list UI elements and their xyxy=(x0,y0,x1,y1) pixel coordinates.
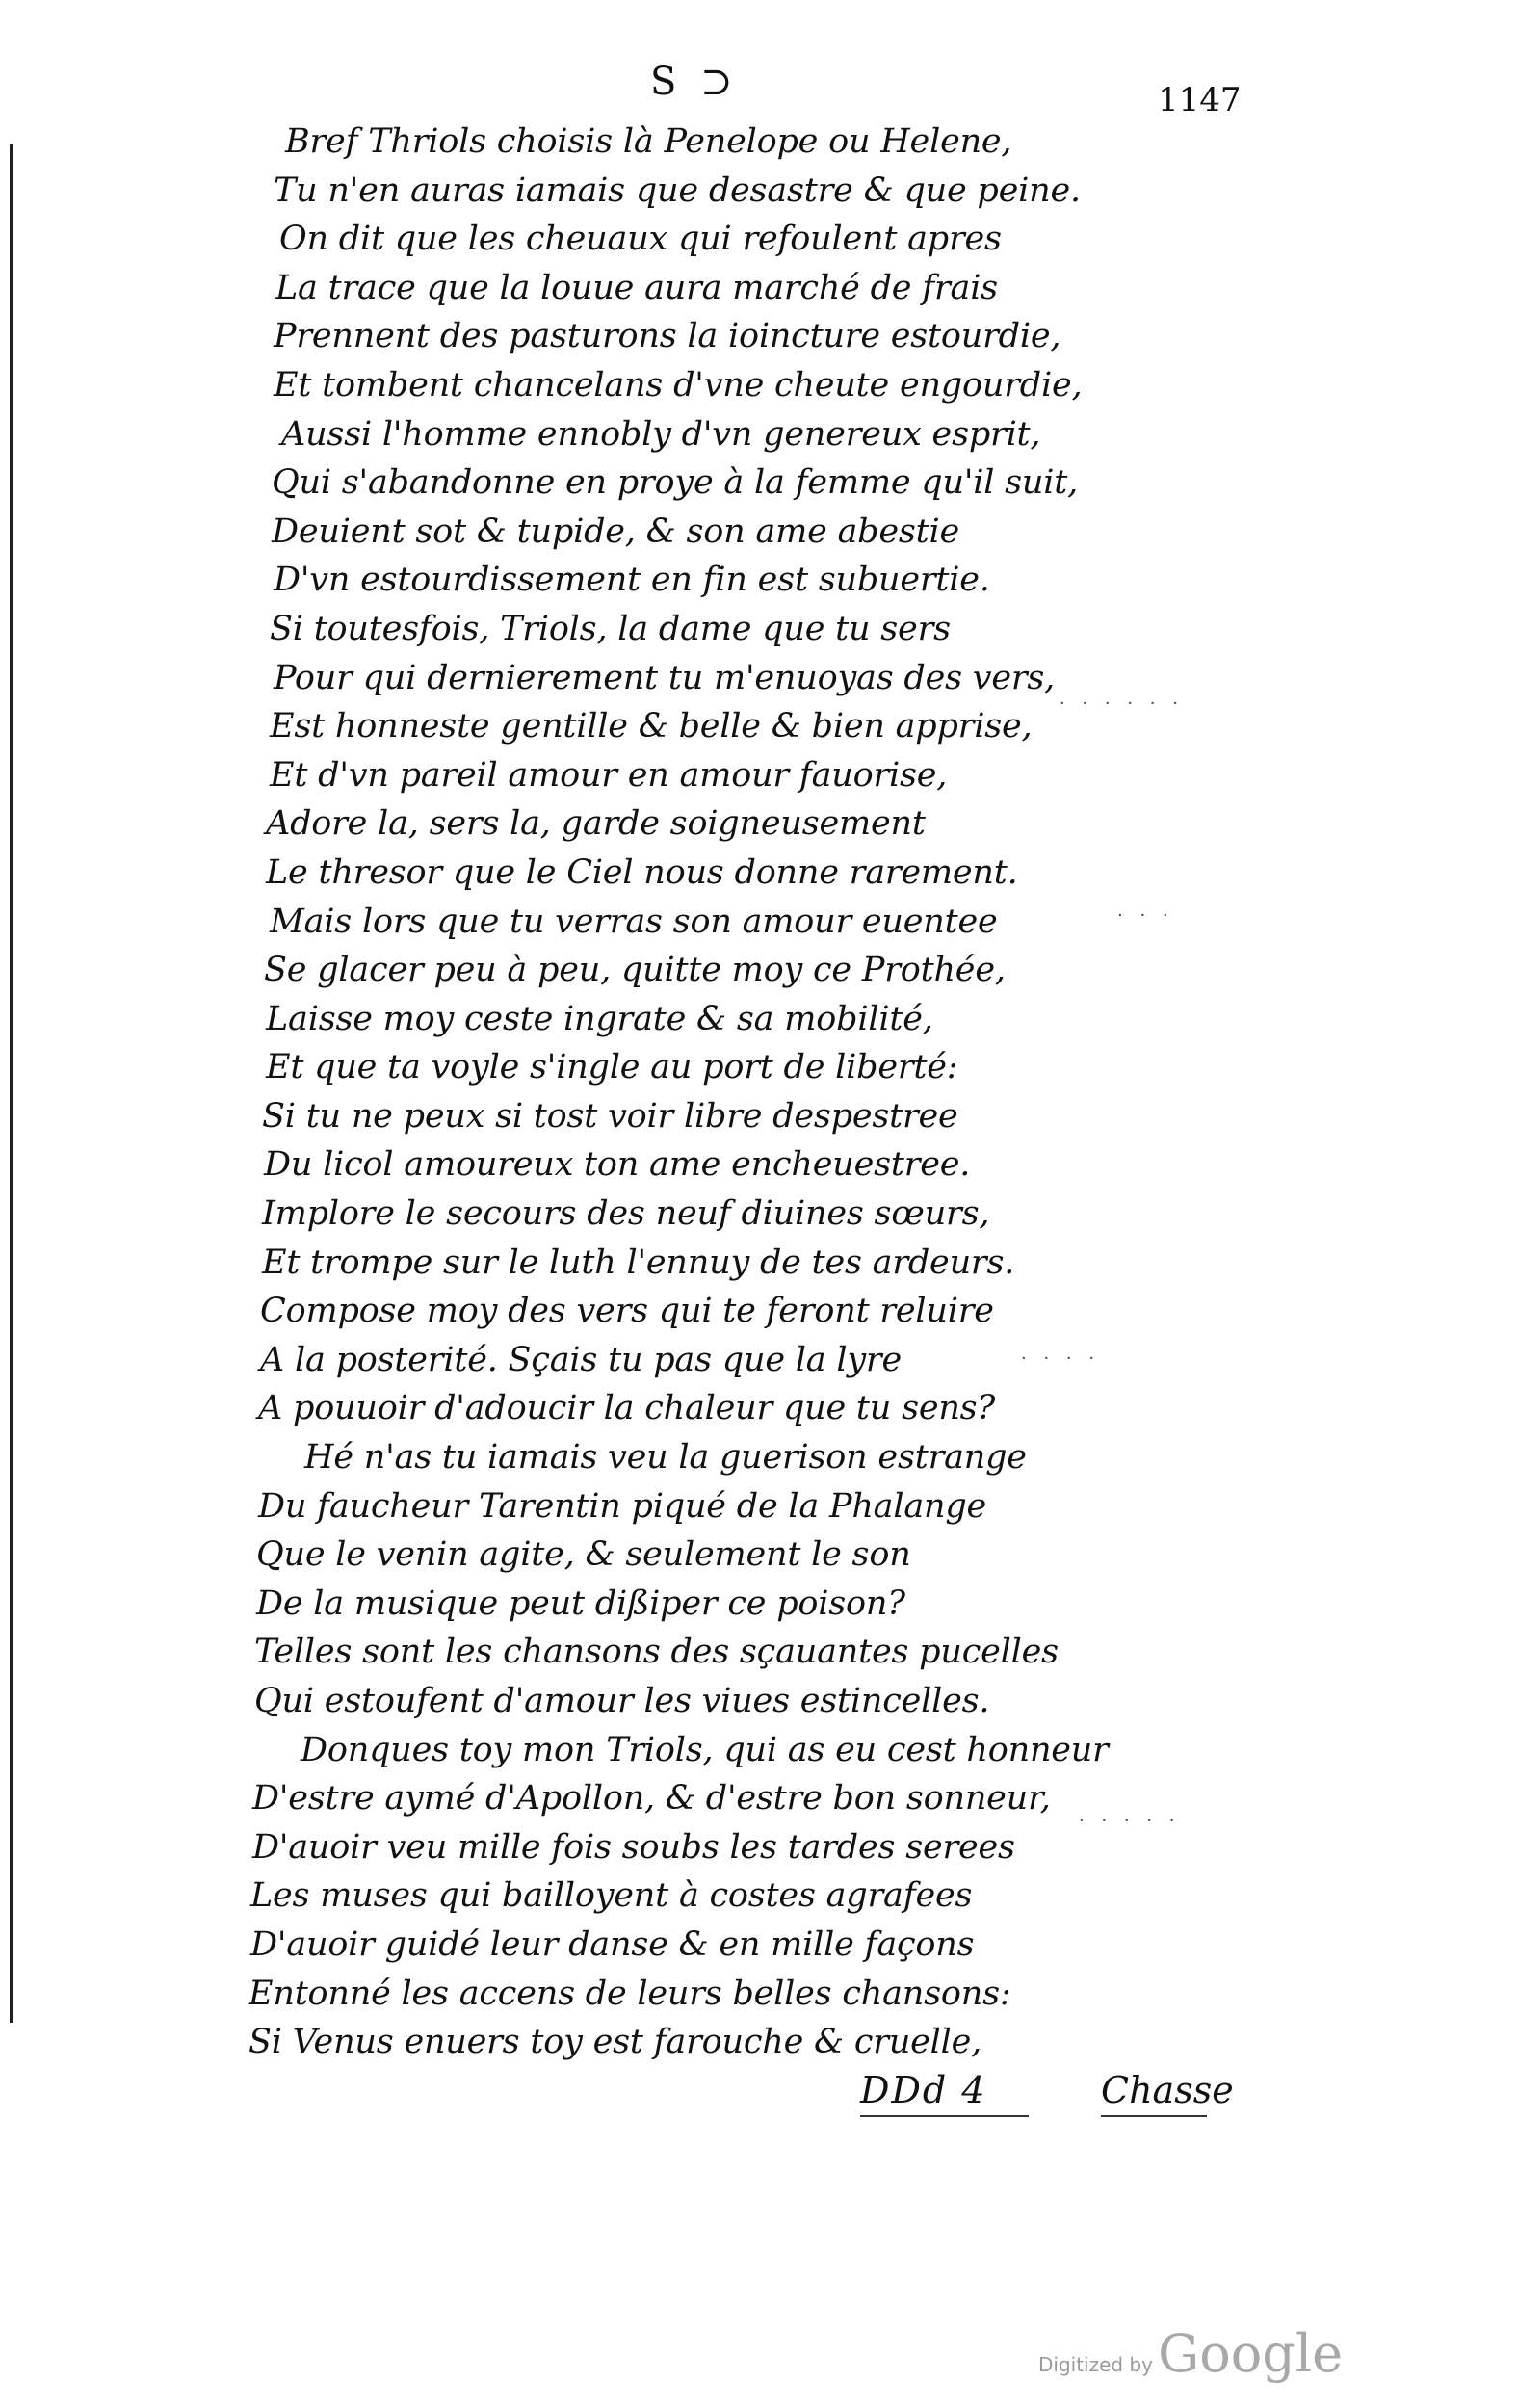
margin-specks: · · · · · · xyxy=(1060,694,1184,714)
poem-line: Qui s'abandonne en proye à la femme qu'il suit, xyxy=(272,463,1079,503)
poem-text xyxy=(241,118,1262,2067)
poem-line: Deuient sot & tupide, & son ame abestie xyxy=(272,511,960,551)
watermark-prefix: Digitized by xyxy=(1038,2353,1153,2376)
poem-line: Et tombent chancelans d'vne cheute engourdie, xyxy=(274,365,1083,405)
poem-line: A pouuoir d'adoucir la chaleur que tu sens? xyxy=(258,1389,996,1428)
poem-line: Bref Thriols choisis là Penelope ou Helene, xyxy=(285,122,1012,161)
digitized-by-watermark xyxy=(1038,2323,1343,2384)
margin-specks: · · · · · xyxy=(1079,1811,1181,1831)
poem-line: Du licol amoureux ton ame encheuestree. xyxy=(264,1145,971,1185)
poem-line: Et trompe sur le luth l'ennuy de tes ardeurs. xyxy=(262,1243,1015,1282)
poem-line: Entonné les accens de leurs belles chansons: xyxy=(249,1974,1011,2013)
catchword: Chasse xyxy=(1101,2069,1234,2111)
margin-specks: · · · xyxy=(1117,905,1174,926)
page-edge-line xyxy=(10,144,13,2023)
poem-line: D'vn estourdissement en fin est subuertie. xyxy=(274,561,990,600)
signature-underline xyxy=(860,2115,1029,2117)
poem-line: Les muses qui bailloyent à costes agrafees xyxy=(250,1876,973,1916)
poem-line: On dit que les cheuaux qui refoulent apres xyxy=(279,220,1002,259)
poem-line: Laisse moy ceste ingrate & sa mobilité, xyxy=(266,999,933,1038)
poem-line: Et que ta voyle s'ingle au port de liberté: xyxy=(266,1048,958,1087)
poem-line: Telles sont les chansons des sçauantes pucelles xyxy=(254,1633,1059,1672)
poem-line: Le thresor que le Ciel nous donne rarement. xyxy=(266,852,1018,892)
poem-line: De la musique peut dißiper ce poison? xyxy=(256,1584,905,1623)
page-number: 1147 xyxy=(1158,81,1242,119)
poem-line: Qui estoufent d'amour les viues estincelles. xyxy=(254,1682,990,1720)
poem-line: Hé n'as tu iamais veu la guerison estrange xyxy=(304,1438,1027,1478)
poem-line: Mais lors que tu verras son amour euentee xyxy=(270,902,998,941)
poem-line: D'auoir veu mille fois soubs les tardes serees xyxy=(252,1827,1015,1867)
poem-line: D'estre aymé d'Apollon, & d'estre bon sonneur, xyxy=(252,1779,1051,1819)
poem-line: Et d'vn pareil amour en amour fauorise, xyxy=(270,755,948,795)
poem-line: Que le venin agite, & seulement le son xyxy=(256,1535,911,1575)
poem-line: Est honneste gentille & belle & bien apprise, xyxy=(270,707,1033,746)
poem-line: Prennent des pasturons la ioincture estourdie, xyxy=(274,317,1061,356)
catchword-underline xyxy=(1101,2115,1207,2117)
google-logo: Google xyxy=(1158,2323,1344,2384)
poem-line: Implore le secours des neuf diuines sœurs, xyxy=(262,1194,990,1234)
poem-line: Du faucheur Tarentin piqué de la Phalange xyxy=(258,1486,987,1526)
poem-line: Si Venus enuers toy est farouche & cruelle, xyxy=(249,2023,982,2062)
poem-line: A la posterité. Sçais tu pas que la lyre xyxy=(260,1340,902,1379)
poem-line: Pour qui dernierement tu m'enuoyas des vers, xyxy=(274,658,1056,697)
poem-line: Tu n'en auras iamais que desastre & que peine. xyxy=(274,170,1081,210)
poem-line: Si toutesfois, Triols, la dame que tu sers xyxy=(270,609,951,648)
poem-line: Aussi l'homme ennobly d'vn genereux esprit, xyxy=(281,414,1041,454)
poem-line: Se glacer peu à peu, quitte moy ce Prothée, xyxy=(264,951,1006,990)
poem-line: Donques toy mon Triols, qui as eu cest honneur xyxy=(301,1730,1109,1769)
poem-line: Adore la, sers la, garde soigneusement xyxy=(266,804,926,844)
margin-specks: · · · · xyxy=(1021,1348,1101,1369)
poem-line: La trace que la louue aura marché de frais xyxy=(275,268,998,307)
page-header-mark: S ⊃ xyxy=(650,60,739,104)
poem-line: D'auoir guidé leur danse & en mille façons xyxy=(250,1924,975,1964)
poem-line: Compose moy des vers qui te feront reluire xyxy=(260,1292,994,1331)
signature-mark: DDd 4 xyxy=(860,2069,987,2111)
poem-line: Si tu ne peux si tost voir libre despestree xyxy=(262,1096,958,1136)
